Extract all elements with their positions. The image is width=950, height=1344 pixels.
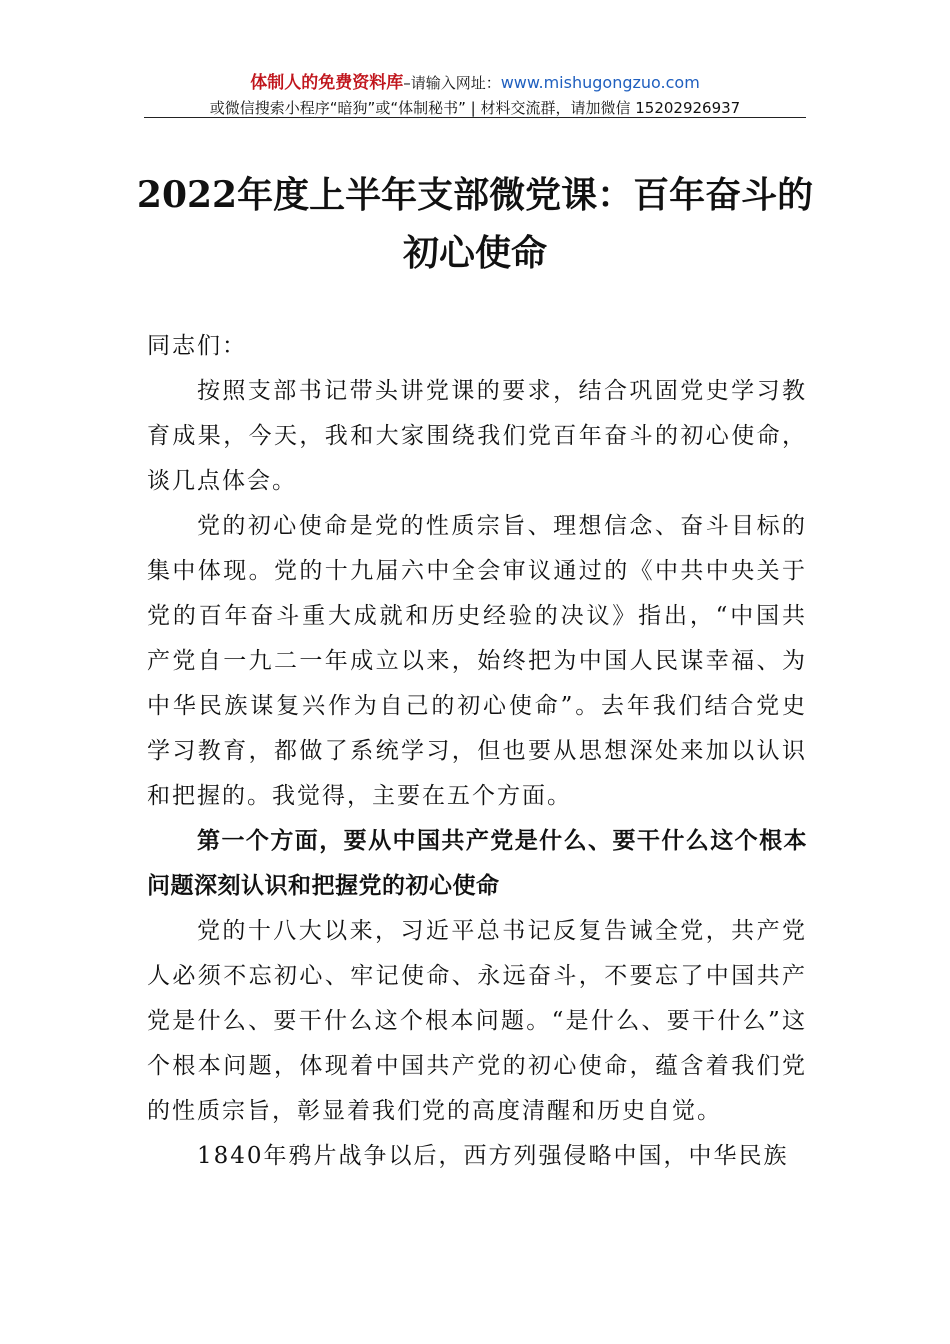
section-heading-1: 第一个方面，要从中国共产党是什么、要干什么这个根本问题深刻认识和把握党的初心使命: [147, 828, 807, 899]
header-url-prompt: –请输入网址：: [403, 74, 501, 92]
paragraph-history: 1840年鸦片战争以后，西方列强侵略中国，中华民族: [197, 1143, 789, 1169]
header-contact-line: 或微信搜索小程序“暗狗”或“体制秘书” | 材料交流群，请加微信 15202926937: [209, 99, 741, 117]
title-line-2: 初心使命: [402, 232, 547, 274]
header-banner-line: [144, 70, 806, 96]
paragraph-mission: 党的初心使命是党的性质宗旨、理想信念、奋斗目标的集中体现。党的十九届六中全会审议通过的《中共中央关于党的百年奋斗重大成就和历史经验的决议》指出，“中国共产党自一九二一年成立以来，始终把为中国人民谋幸福、为中华民族谋复兴作为自己的初心使命”。去年我们结合党史学习教育，都做了系统学习，但也要从思想深处来加以认识和把握的。我觉得，主要在五个方面。: [147, 513, 807, 809]
greeting: 同志们：: [147, 333, 247, 359]
header-url-link[interactable]: www.mishugongzuo.com: [500, 73, 700, 92]
paragraph-intro: 按照支部书记带头讲党课的要求，结合巩固党史学习教育成果，今天，我和大家围绕我们党百年奋斗的初心使命，谈几点体会。: [147, 378, 807, 494]
title-line-1: 2022年度上半年支部微党课：百年奋斗的: [136, 174, 814, 216]
document-body: [147, 324, 807, 1179]
header-divider: [144, 117, 806, 118]
page-header: [144, 70, 806, 120]
document-title: [120, 166, 830, 282]
paragraph-section-1: 党的十八大以来，习近平总书记反复告诫全党，共产党人必须不忘初心、牢记使命、永远奋斗，不要忘了中国共产党是什么、要干什么这个根本问题。“是什么、要干什么”这个根本问题，体现着中国共产党的初心使命，蕴含着我们党的性质宗旨，彰显着我们党的高度清醒和历史自觉。: [147, 918, 807, 1124]
header-brand: 体制人的免费资料库: [250, 73, 404, 93]
